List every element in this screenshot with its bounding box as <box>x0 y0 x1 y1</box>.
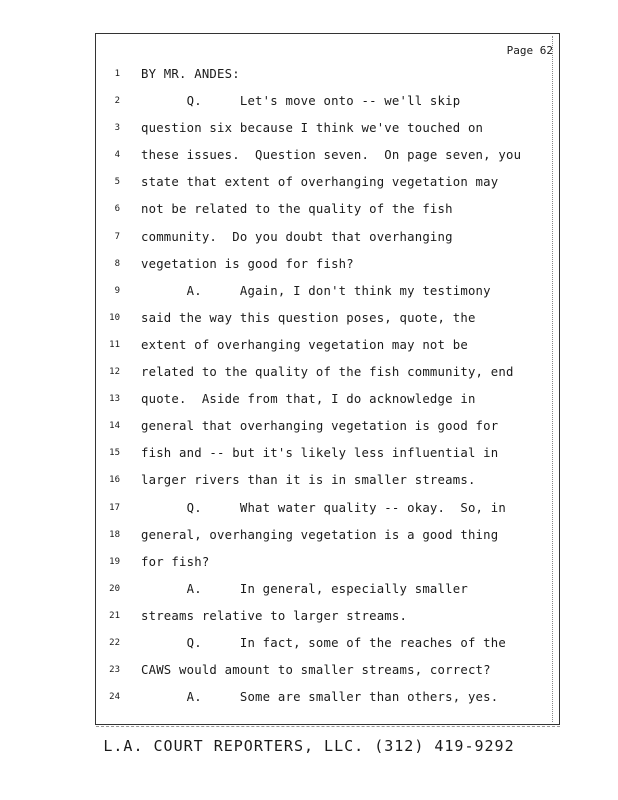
line-text: said the way this question poses, quote, the <box>141 310 476 325</box>
line-text: Q. In fact, some of the reaches of the <box>141 635 506 650</box>
line-text: Q. Let's move onto -- we'll skip <box>141 94 461 109</box>
line-text: for fish? <box>141 554 210 569</box>
line-number: 21 <box>109 610 120 621</box>
transcript-line <box>96 67 559 94</box>
line-text: related to the quality of the fish community, end <box>141 365 514 380</box>
line-number: 19 <box>109 556 120 567</box>
transcript-line <box>96 148 559 175</box>
transcript-line <box>96 609 559 636</box>
transcript-line <box>96 636 559 663</box>
line-text: these issues. Question seven. On page seven, you <box>141 148 522 163</box>
line-text: state that extent of overhanging vegetation may <box>141 175 499 190</box>
transcript-lines <box>96 67 559 717</box>
line-number: 18 <box>109 529 120 540</box>
line-number: 12 <box>109 367 120 378</box>
transcript-line <box>96 230 559 257</box>
line-text: vegetation is good for fish? <box>141 256 354 271</box>
line-number: 17 <box>109 502 120 513</box>
transcript-line <box>96 555 559 582</box>
line-number: 20 <box>109 583 120 594</box>
transcript-line <box>96 528 559 555</box>
line-number: 14 <box>109 421 120 432</box>
line-text: CAWS would amount to smaller streams, correct? <box>141 663 491 678</box>
line-text: quote. Aside from that, I do acknowledge in <box>141 392 476 407</box>
transcript-page-frame <box>95 33 560 725</box>
line-text: streams relative to larger streams. <box>141 608 408 623</box>
transcript-line <box>96 419 559 446</box>
page-number: Page 62 <box>506 44 553 57</box>
transcript-line <box>96 121 559 148</box>
line-text: community. Do you doubt that overhanging <box>141 229 453 244</box>
line-number: 16 <box>109 475 120 486</box>
transcript-line <box>96 501 559 528</box>
transcript-line <box>96 338 559 365</box>
line-number: 23 <box>109 665 120 676</box>
line-text: BY MR. ANDES: <box>141 67 240 81</box>
line-text: A. Again, I don't think my testimony <box>141 283 491 298</box>
line-number: 1 <box>114 69 120 79</box>
line-text: not be related to the quality of the fish <box>141 202 453 217</box>
line-number: 8 <box>114 258 120 269</box>
line-text: larger rivers than it is in smaller streams. <box>141 473 476 488</box>
page-bottom-rule <box>96 726 560 727</box>
transcript-line <box>96 284 559 311</box>
transcript-line <box>96 663 559 690</box>
line-number: 7 <box>114 231 120 242</box>
transcript-line <box>96 392 559 419</box>
transcript-line <box>96 175 559 202</box>
line-number: 9 <box>114 285 120 296</box>
transcript-line <box>96 473 559 500</box>
line-number: 4 <box>114 150 120 161</box>
line-number: 3 <box>114 123 120 134</box>
line-text: general that overhanging vegetation is good for <box>141 419 499 434</box>
line-text: Q. What water quality -- okay. So, in <box>141 500 506 515</box>
line-text: fish and -- but it's likely less influential in <box>141 446 499 461</box>
line-text: question six because I think we've touched on <box>141 121 484 136</box>
line-number: 6 <box>114 204 120 215</box>
reporter-footer: L.A. COURT REPORTERS, LLC. (312) 419-9292 <box>103 737 515 755</box>
transcript-line <box>96 365 559 392</box>
line-number: 13 <box>109 394 120 405</box>
line-number: 5 <box>114 177 120 188</box>
transcript-line <box>96 446 559 473</box>
line-text: A. Some are smaller than others, yes. <box>141 690 499 705</box>
transcript-line <box>96 690 559 717</box>
line-number: 10 <box>109 312 120 323</box>
transcript-line <box>96 582 559 609</box>
line-text: A. In general, especially smaller <box>141 581 468 596</box>
line-text: extent of overhanging vegetation may not be <box>141 337 468 352</box>
transcript-line <box>96 202 559 229</box>
line-number: 22 <box>109 637 120 648</box>
line-text: general, overhanging vegetation is a good thing <box>141 527 499 542</box>
line-number: 2 <box>114 96 120 107</box>
line-number: 11 <box>109 339 120 350</box>
line-number: 15 <box>109 448 120 459</box>
transcript-line <box>96 94 559 121</box>
transcript-line <box>96 257 559 284</box>
line-number: 24 <box>109 692 120 703</box>
transcript-line <box>96 311 559 338</box>
